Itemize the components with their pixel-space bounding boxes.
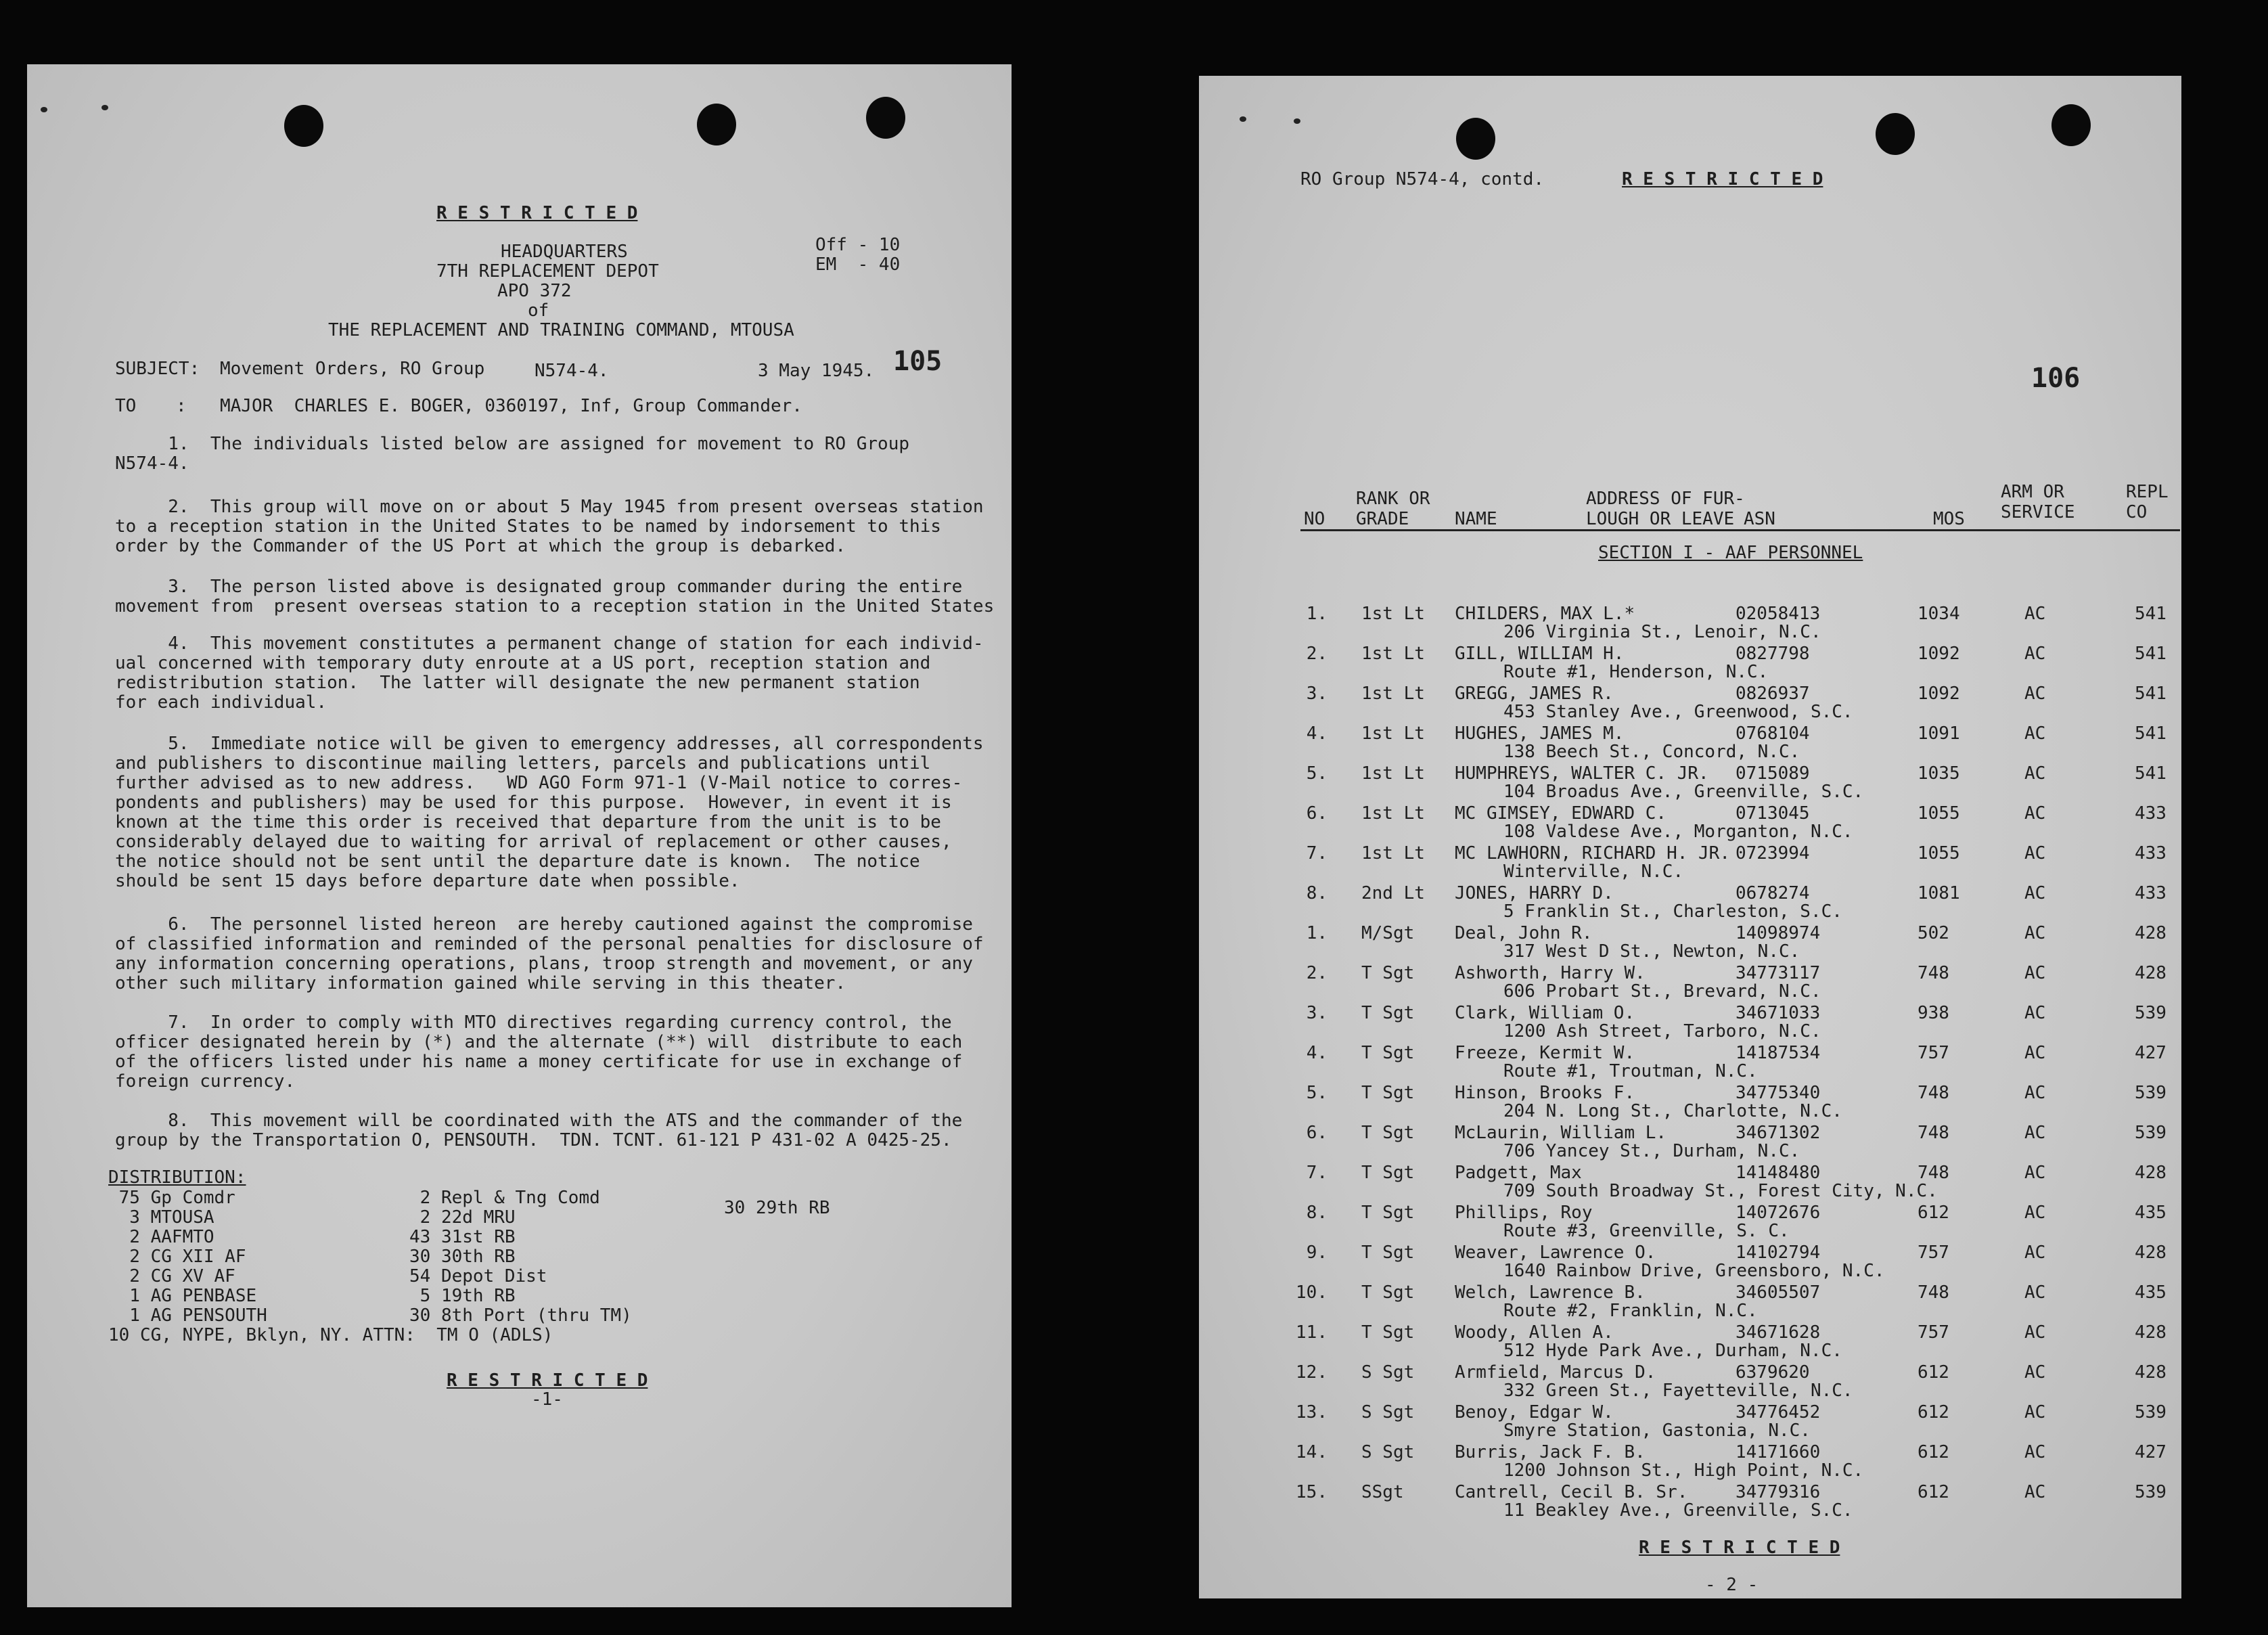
row-rank: 1st Lt [1361, 604, 1425, 624]
row-name: Welch, Lawrence B. [1455, 1282, 1646, 1303]
row-arm: AC [2024, 1442, 2046, 1462]
distribution-entry: 30 8th Port (thru TM) [409, 1305, 632, 1326]
row-address: 206 Virginia St., Lenoir, N.C. [1503, 622, 1821, 642]
row-asn: 0768104 [1736, 723, 1810, 744]
row-mos: 612 [1918, 1442, 1949, 1462]
row-address: Route #2, Franklin, N.C. [1503, 1301, 1758, 1321]
distribution-entry: 2 22d MRU [409, 1207, 516, 1228]
row-mos: 1081 [1918, 883, 1960, 903]
row-mos: 502 [1918, 923, 1949, 943]
distribution-entry: 3 MTOUSA [108, 1207, 214, 1228]
row-name: GREGG, JAMES R. [1455, 684, 1614, 704]
row-rank: T Sgt [1361, 1123, 1415, 1143]
paragraph-7: 7. In order to comply with MTO directives regarding currency control, the officer designated herein by (*) and the alternate (**) will distribute to each of the officers listed under his name a money certificate for use in exchange of foreign currency. [115, 1012, 963, 1092]
row-name: Weaver, Lawrence O. [1455, 1242, 1656, 1263]
row-rank: T Sgt [1361, 1163, 1415, 1183]
row-repl: 541 [2135, 604, 2167, 624]
row-number: 13. [1296, 1402, 1328, 1423]
row-rank: 2nd Lt [1361, 883, 1425, 903]
paragraph-3: 3. The person listed above is designated group commander during the entire movement from present overseas station to a reception station in the United States [115, 577, 995, 617]
paragraph-5: 5. Immediate notice will be given to emergency addresses, all correspondents and publishers to discontinue mailing letters, parcels and publications until further advised as to new address. WD AGO Form 971-1 (V-Mail notice to corres- pondents and publishers) may be used for this purpose. However, in event it is known at the time this order is received that departure from the unit is to be considerably delayed due to waiting for arrival of replacement or other causes, the notice should not be sent until the departure date is known. The notice should be sent 15 days before departure date when possible. [115, 734, 984, 891]
punch-hole [697, 104, 736, 145]
row-rank: 1st Lt [1361, 763, 1425, 784]
row-mos: 757 [1918, 1242, 1949, 1263]
row-name: MC LAWHORN, RICHARD H. JR. [1455, 843, 1730, 864]
row-arm: AC [2024, 644, 2046, 664]
row-address: 706 Yancey St., Durham, N.C. [1503, 1141, 1800, 1161]
row-mos: 612 [1918, 1482, 1949, 1502]
row-mos: 1034 [1918, 604, 1960, 624]
row-name: Ashworth, Harry W. [1455, 963, 1646, 983]
row-name: Freeze, Kermit W. [1455, 1043, 1635, 1063]
row-rank: T Sgt [1361, 1242, 1415, 1263]
row-number: 5. [1306, 1083, 1328, 1103]
row-mos: 1092 [1918, 644, 1960, 664]
row-asn: 0723994 [1736, 843, 1810, 864]
ink-speck [1294, 118, 1300, 124]
distribution-entry: 1 AG PENBASE [108, 1286, 257, 1306]
row-address: 332 Green St., Fayetteville, N.C. [1503, 1381, 1853, 1401]
depot-line: 7TH REPLACEMENT DEPOT [436, 261, 659, 282]
row-asn: 0715089 [1736, 763, 1810, 784]
row-repl: 541 [2135, 684, 2167, 704]
col-asn: ASN [1744, 509, 1775, 529]
distribution-entry: 5 19th RB [409, 1286, 516, 1306]
row-arm: AC [2024, 604, 2046, 624]
distribution-entry: 30 30th RB [409, 1247, 516, 1267]
row-arm: AC [2024, 1362, 2046, 1383]
row-asn: 0826937 [1736, 684, 1810, 704]
paragraph-8: 8. This movement will be coordinated with the ATS and the commander of the group by the Transportation O, PENSOUTH. TDN. TCNT. 61-121 P 431-02 A 0425-25. [115, 1111, 963, 1150]
row-repl: 541 [2135, 644, 2167, 664]
to-colon: : [176, 396, 187, 416]
row-address: 1640 Rainbow Drive, Greensboro, N.C. [1503, 1261, 1885, 1281]
row-rank: 1st Lt [1361, 803, 1425, 824]
row-name: CHILDERS, MAX L.* [1455, 604, 1635, 624]
distribution-entry: 2 Repl & Tng Comd [409, 1188, 600, 1208]
row-mos: 748 [1918, 1163, 1949, 1183]
row-name: JONES, HARRY D. [1455, 883, 1614, 903]
row-repl: 435 [2135, 1203, 2167, 1223]
row-name: Armfield, Marcus D. [1455, 1362, 1656, 1383]
row-number: 7. [1306, 843, 1328, 864]
row-number: 3. [1306, 1003, 1328, 1023]
row-number: 15. [1296, 1482, 1328, 1502]
row-rank: S Sgt [1361, 1362, 1415, 1383]
row-repl: 428 [2135, 963, 2167, 983]
row-number: 3. [1306, 684, 1328, 704]
row-repl: 427 [2135, 1043, 2167, 1063]
row-address: 1200 Ash Street, Tarboro, N.C. [1503, 1021, 1821, 1042]
row-number: 2. [1306, 963, 1328, 983]
row-rank: 1st Lt [1361, 723, 1425, 744]
row-address: Route #1, Troutman, N.C. [1503, 1061, 1758, 1081]
distribution-entry: 54 Depot Dist [409, 1266, 547, 1286]
header-rule [1300, 529, 2180, 531]
row-arm: AC [2024, 1482, 2046, 1502]
distribution-entry: 2 CG XV AF [108, 1266, 235, 1286]
row-address: 104 Broadus Ave., Greenville, S.C. [1503, 782, 1864, 802]
row-name: Burris, Jack F. B. [1455, 1442, 1646, 1462]
row-repl: 433 [2135, 803, 2167, 824]
paragraph-1: 1. The individuals listed below are assigned for movement to RO Group N574-4. [115, 434, 910, 474]
row-asn: 34775340 [1736, 1083, 1821, 1103]
row-asn: 34671628 [1736, 1322, 1821, 1343]
row-asn: 14187534 [1736, 1043, 1821, 1063]
to-text: MAJOR CHARLES E. BOGER, 0360197, Inf, Group Commander. [220, 396, 802, 416]
row-number: 9. [1306, 1242, 1328, 1263]
row-name: Benoy, Edgar W. [1455, 1402, 1614, 1423]
row-repl: 539 [2135, 1003, 2167, 1023]
row-arm: AC [2024, 1043, 2046, 1063]
row-asn: 14148480 [1736, 1163, 1821, 1183]
row-asn: 34776452 [1736, 1402, 1821, 1423]
row-address: Winterville, N.C. [1503, 861, 1684, 882]
row-address: 138 Beech St., Concord, N.C. [1503, 742, 1800, 762]
of-line: of [528, 300, 549, 321]
row-repl: 539 [2135, 1482, 2167, 1502]
section-title: SECTION I - AAF PERSONNEL [1598, 543, 1863, 563]
row-rank: M/Sgt [1361, 923, 1415, 943]
row-rank: 1st Lt [1361, 684, 1425, 704]
row-name: Padgett, Max [1455, 1163, 1582, 1183]
row-name: Phillips, Roy [1455, 1203, 1593, 1223]
paragraph-2: 2. This group will move on or about 5 May 1945 from present overseas station to a reception station in the United States to be named by indorsement to this order by the Commander of the US Port at which the group is debarked. [115, 497, 984, 556]
row-rank: T Sgt [1361, 1203, 1415, 1223]
continued-header: RO Group N574-4, contd. [1300, 169, 1545, 189]
col-address: ADDRESS OF FUR- LOUGH OR LEAVE [1586, 489, 1745, 529]
col-arm: ARM OR SERVICE [2001, 482, 2075, 522]
to-label: TO [115, 396, 137, 416]
row-address: 453 Stanley Ave., Greenwood, S.C. [1503, 702, 1853, 722]
col-repl: REPL CO [2126, 482, 2169, 522]
row-address: 1200 Johnson St., High Point, N.C. [1503, 1460, 1864, 1481]
subject-group: N574-4. [535, 361, 609, 381]
row-number: 10. [1296, 1282, 1328, 1303]
distribution-entry: 10 CG, NYPE, Bklyn, NY. ATTN: TM O (ADLS) [108, 1325, 553, 1345]
officer-count: Off - 10 [815, 235, 901, 255]
hq-line: HEADQUARTERS [501, 242, 628, 262]
row-mos: 1092 [1918, 684, 1960, 704]
row-name: Clark, William O. [1455, 1003, 1635, 1023]
row-asn: 34779316 [1736, 1482, 1821, 1502]
row-number: 11. [1296, 1322, 1328, 1343]
distribution-entry: 2 CG XII AF [108, 1247, 246, 1267]
row-rank: SSgt [1361, 1482, 1404, 1502]
row-asn: 14171660 [1736, 1442, 1821, 1462]
row-repl: 428 [2135, 1163, 2167, 1183]
row-arm: AC [2024, 1322, 2046, 1343]
row-repl: 428 [2135, 923, 2167, 943]
row-arm: AC [2024, 923, 2046, 943]
row-arm: AC [2024, 843, 2046, 864]
row-asn: 34671033 [1736, 1003, 1821, 1023]
col-name: NAME [1455, 509, 1497, 529]
row-arm: AC [2024, 963, 2046, 983]
row-mos: 1055 [1918, 803, 1960, 824]
row-number: 8. [1306, 1203, 1328, 1223]
row-rank: T Sgt [1361, 1043, 1415, 1063]
row-asn: 34671302 [1736, 1123, 1821, 1143]
row-asn: 34773117 [1736, 963, 1821, 983]
row-number: 1. [1306, 923, 1328, 943]
paragraph-6: 6. The personnel listed hereon are hereby cautioned against the compromise of classified information and reminded of the personal penalties for disclosure of any information concerning operations, plans, troop strength and movement, or any other such military information gained while serving in this theater. [115, 914, 984, 993]
row-arm: AC [2024, 723, 2046, 744]
row-asn: 0678274 [1736, 883, 1810, 903]
row-address: 108 Valdese Ave., Morganton, N.C. [1503, 822, 1853, 842]
subject-label: SUBJECT: [115, 359, 200, 379]
row-address: 709 South Broadway St., Forest City, N.C. [1503, 1181, 1938, 1201]
subject-text: Movement Orders, RO Group [220, 359, 485, 379]
row-repl: 539 [2135, 1123, 2167, 1143]
ink-speck [101, 105, 108, 110]
row-arm: AC [2024, 883, 2046, 903]
row-rank: 1st Lt [1361, 644, 1425, 664]
row-number: 4. [1306, 1043, 1328, 1063]
distribution-column-3: 30 29th RB [724, 1198, 830, 1218]
restricted-header: R E S T R I C T E D [1622, 169, 1823, 189]
row-mos: 612 [1918, 1362, 1949, 1383]
row-number: 4. [1306, 723, 1328, 744]
row-mos: 757 [1918, 1043, 1949, 1063]
row-rank: S Sgt [1361, 1402, 1415, 1423]
row-repl: 433 [2135, 883, 2167, 903]
row-repl: 539 [2135, 1083, 2167, 1103]
row-mos: 938 [1918, 1003, 1949, 1023]
col-rank: RANK OR GRADE [1356, 489, 1430, 529]
row-number: 2. [1306, 644, 1328, 664]
row-name: HUGHES, JAMES M. [1455, 723, 1625, 744]
row-arm: AC [2024, 684, 2046, 704]
punch-hole [2051, 104, 2091, 146]
row-name: HUMPHREYS, WALTER C. JR. [1455, 763, 1709, 784]
row-address: 204 N. Long St., Charlotte, N.C. [1503, 1101, 1842, 1121]
row-arm: AC [2024, 1203, 2046, 1223]
row-arm: AC [2024, 1242, 2046, 1263]
row-asn: 0713045 [1736, 803, 1810, 824]
row-rank: T Sgt [1361, 1282, 1415, 1303]
order-date: 3 May 1945. [758, 361, 875, 381]
page-number: - 2 - [1705, 1575, 1759, 1595]
row-address: Smyre Station, Gastonia, N.C. [1503, 1420, 1811, 1441]
row-address: 11 Beakley Ave., Greenville, S.C. [1503, 1500, 1853, 1521]
page-2 [1199, 76, 2181, 1598]
row-mos: 748 [1918, 963, 1949, 983]
distribution-entry: 75 Gp Comdr [108, 1188, 235, 1208]
row-name: Cantrell, Cecil B. Sr. [1455, 1482, 1688, 1502]
row-repl: 539 [2135, 1402, 2167, 1423]
row-number: 12. [1296, 1362, 1328, 1383]
row-arm: AC [2024, 1282, 2046, 1303]
row-address: Route #1, Henderson, N.C. [1503, 662, 1769, 682]
row-rank: 1st Lt [1361, 843, 1425, 864]
row-arm: AC [2024, 1163, 2046, 1183]
row-number: 6. [1306, 803, 1328, 824]
row-asn: 14098974 [1736, 923, 1821, 943]
punch-hole [1876, 113, 1915, 155]
row-number: 1. [1306, 604, 1328, 624]
page-1 [27, 64, 1012, 1607]
restricted-header: R E S T R I C T E D [436, 203, 638, 223]
row-asn: 14102794 [1736, 1242, 1821, 1263]
ink-speck [41, 107, 47, 112]
paragraph-4: 4. This movement constitutes a permanent change of station for each individ- ual concerned with temporary duty enroute at a US port, reception station and redistribution station. The latter will designate the new permanent station for each individual. [115, 633, 984, 713]
row-arm: AC [2024, 1402, 2046, 1423]
row-number: 6. [1306, 1123, 1328, 1143]
row-asn: 34605507 [1736, 1282, 1821, 1303]
enlisted-count: EM - 40 [815, 254, 901, 275]
row-arm: AC [2024, 1123, 2046, 1143]
row-mos: 1035 [1918, 763, 1960, 784]
punch-hole [284, 105, 323, 147]
row-repl: 541 [2135, 763, 2167, 784]
row-number: 7. [1306, 1163, 1328, 1183]
footer-restricted: R E S T R I C T E D [1639, 1538, 1840, 1558]
row-address: 5 Franklin St., Charleston, S.C. [1503, 901, 1842, 922]
row-repl: 435 [2135, 1282, 2167, 1303]
distribution-entry: 43 31st RB [409, 1227, 516, 1247]
row-name: Deal, John R. [1455, 923, 1593, 943]
page-stamp: 106 [2031, 363, 2081, 394]
ink-speck [1240, 116, 1246, 122]
distribution-entry: 1 AG PENSOUTH [108, 1305, 267, 1326]
row-rank: T Sgt [1361, 1003, 1415, 1023]
row-mos: 748 [1918, 1123, 1949, 1143]
row-repl: 427 [2135, 1442, 2167, 1462]
row-arm: AC [2024, 1003, 2046, 1023]
row-name: Hinson, Brooks F. [1455, 1083, 1635, 1103]
row-mos: 1091 [1918, 723, 1960, 744]
row-asn: 14072676 [1736, 1203, 1821, 1223]
row-asn: 02058413 [1736, 604, 1821, 624]
row-repl: 433 [2135, 843, 2167, 864]
row-name: GILL, WILLIAM H. [1455, 644, 1625, 664]
row-mos: 612 [1918, 1203, 1949, 1223]
apo-line: APO 372 [497, 281, 572, 301]
row-repl: 428 [2135, 1322, 2167, 1343]
row-rank: T Sgt [1361, 1083, 1415, 1103]
command-line: THE REPLACEMENT AND TRAINING COMMAND, MTOUSA [328, 320, 794, 340]
footer-restricted: R E S T R I C T E D [447, 1370, 648, 1391]
row-arm: AC [2024, 763, 2046, 784]
row-number: 14. [1296, 1442, 1328, 1462]
row-address: 512 Hyde Park Ave., Durham, N.C. [1503, 1341, 1842, 1361]
page-number: -1- [531, 1389, 563, 1410]
row-repl: 428 [2135, 1362, 2167, 1383]
punch-hole [866, 97, 905, 139]
row-address: Route #3, Greenville, S. C. [1503, 1221, 1790, 1241]
row-mos: 757 [1918, 1322, 1949, 1343]
page-stamp: 105 [893, 346, 943, 377]
col-no: NO [1304, 509, 1325, 529]
row-name: Woody, Allen A. [1455, 1322, 1614, 1343]
distribution-entry: 2 AAFMTO [108, 1227, 214, 1247]
row-asn: 0827798 [1736, 644, 1810, 664]
row-rank: T Sgt [1361, 1322, 1415, 1343]
row-mos: 748 [1918, 1282, 1949, 1303]
row-number: 5. [1306, 763, 1328, 784]
col-mos: MOS [1933, 509, 1965, 529]
row-asn: 6379620 [1736, 1362, 1810, 1383]
row-repl: 428 [2135, 1242, 2167, 1263]
row-number: 8. [1306, 883, 1328, 903]
row-mos: 612 [1918, 1402, 1949, 1423]
row-arm: AC [2024, 1083, 2046, 1103]
row-address: 606 Probart St., Brevard, N.C. [1503, 981, 1821, 1002]
row-repl: 541 [2135, 723, 2167, 744]
row-name: MC GIMSEY, EDWARD C. [1455, 803, 1667, 824]
row-rank: S Sgt [1361, 1442, 1415, 1462]
row-arm: AC [2024, 803, 2046, 824]
row-name: McLaurin, William L. [1455, 1123, 1667, 1143]
row-mos: 1055 [1918, 843, 1960, 864]
row-address: 317 West D St., Newton, N.C. [1503, 941, 1800, 962]
row-rank: T Sgt [1361, 963, 1415, 983]
punch-hole [1456, 118, 1495, 160]
distribution-title: DISTRIBUTION: [108, 1167, 246, 1188]
row-mos: 748 [1918, 1083, 1949, 1103]
